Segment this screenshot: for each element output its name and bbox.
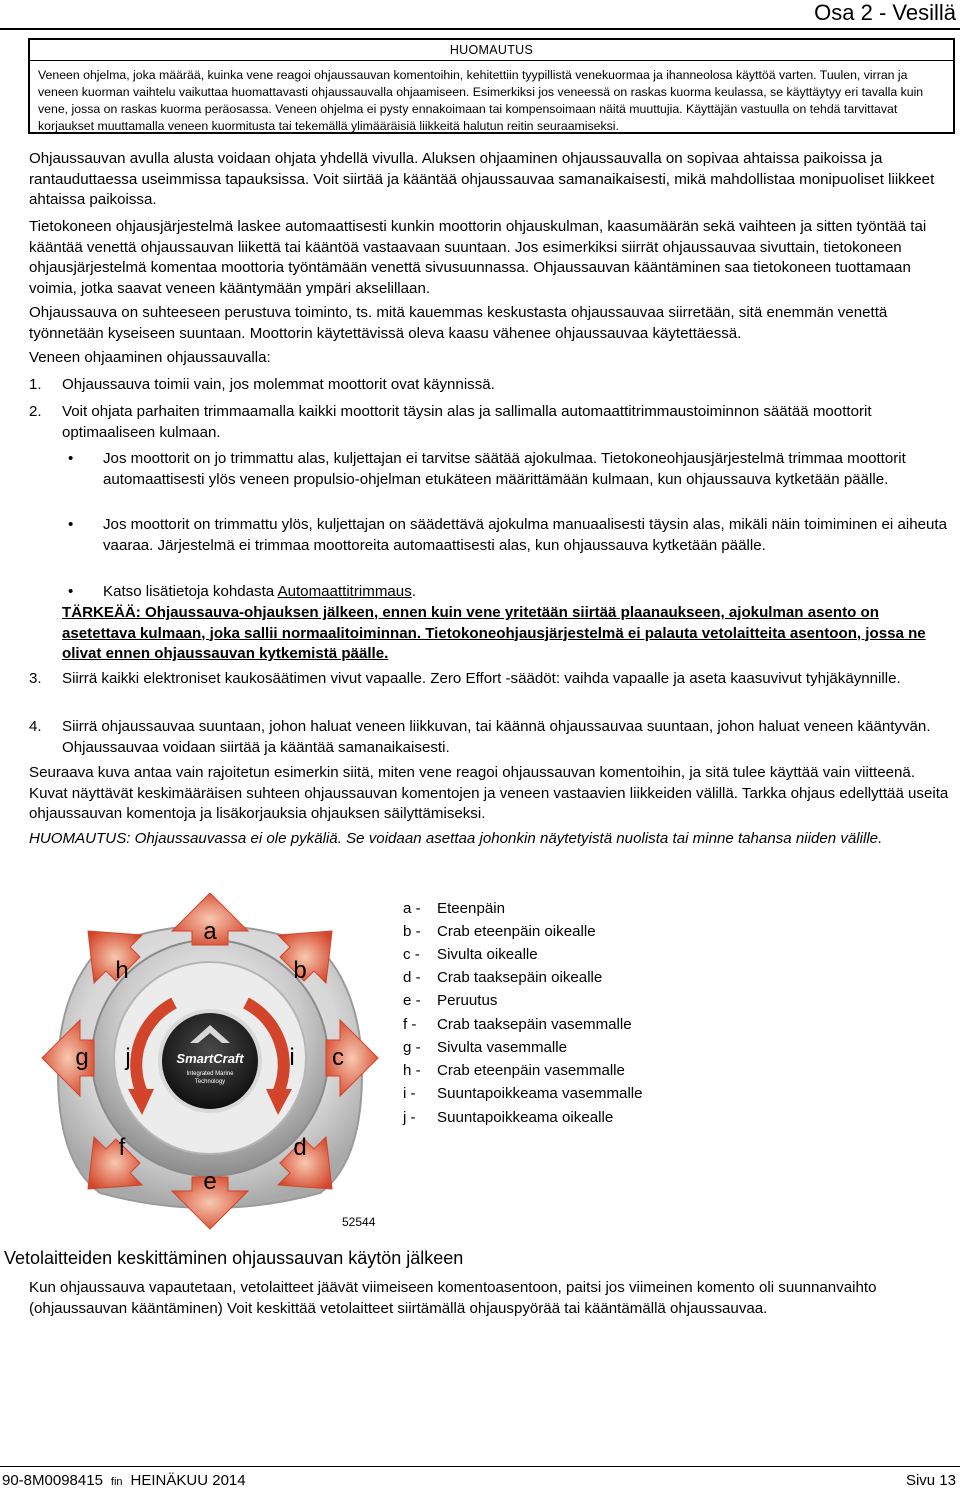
notice-divider — [30, 60, 953, 61]
label-h: h — [115, 957, 129, 984]
footer-left — [2, 1472, 246, 1489]
legend-value: Crab eteenpäin vasemmalle — [437, 1062, 625, 1079]
legend-value: Crab taaksepäin vasemmalle — [437, 1016, 632, 1033]
step-number: 4. — [29, 718, 42, 735]
paragraph-centering: Kun ohjaussauva vapautetaan, vetolaitteet jäävät viimeiseen komentoasentoon, paitsi jos viimeinen komento oli suunnanvaihto (ohjaussauvan kääntäminen) Voit keskittää vetolaitteet siirtämällä ohjauspyörää tai kääntämällä ohjaussauvaa. — [29, 1279, 877, 1317]
legend-value: Sivulta oikealle — [437, 946, 538, 963]
smartcraft-logo-text: SmartCraft — [176, 1051, 244, 1066]
page-number: Sivu 13 — [905, 1472, 956, 1489]
legend-key: d - — [403, 969, 421, 986]
legend-value: Eteenpäin — [437, 900, 505, 917]
step-text: Voit ohjata parhaiten trimmaamalla kaikki moottorit täysin alas ja sallimalla automaattitrimmaustoiminnon säätää moottorit optimaaliseen kulmaan. — [62, 403, 872, 441]
label-g: g — [75, 1044, 89, 1071]
label-b: b — [293, 957, 307, 984]
bullet-glyph: • — [68, 450, 74, 467]
legend-key: b - — [403, 923, 421, 940]
label-i: i — [289, 1044, 295, 1071]
note-label: HUOMAUTUS: — [29, 830, 131, 847]
legend-key: h - — [403, 1062, 421, 1079]
step-text: Ohjaussauva toimii vain, jos molemmat moottorit ovat käynnissä. — [62, 376, 495, 393]
legend-key: f - — [403, 1016, 417, 1033]
publication-date: HEINÄKUU 2014 — [130, 1472, 246, 1489]
paragraph-computer-control: Tietokoneen ohjausjärjestelmä laskee automaattisesti kunkin moottorin ohjauskulman, kaasumäärän sekä vaihteen ja sitten työntää tai kääntää venettä ohjaussauvan liikettä tai kääntöä vastaavaan suuntaan. Jos esimerkiksi siirrät ohjaussauvaa sivuttain, tietokoneen ohjausjärjestelmä komentaa moottoria työntämään venettä sivusuunnassa. Ohjaussauvan kääntäminen saa tietokoneen tuottamaan voimia, jotka saavat veneen kääntymään ympäri akselillaan. — [29, 218, 927, 297]
label-f: f — [118, 1134, 126, 1161]
legend-value: Suuntapoikkeama oikealle — [437, 1109, 614, 1126]
bullet-text: Jos moottorit on jo trimmattu alas, kuljettajan ei tarvitse säätää ajokulmaa. Tietokoneohjausjärjestelmä trimmaa moottorit automaattisesti ylös veneen propulsio-ohjelman etukäteen määrittämään kulmaan, kun ohjaussauva kytketään päälle. — [103, 450, 906, 488]
legend-value: Suuntapoikkeama vasemmalle — [437, 1085, 643, 1102]
bullet-glyph: • — [68, 583, 74, 600]
legend-key: c - — [403, 946, 420, 963]
smartcraft-sub-2: Technology — [194, 1079, 226, 1085]
label-c: c — [332, 1044, 344, 1071]
smartcraft-sub-1: Integrated Marine — [186, 1071, 234, 1077]
automatic-trim-link[interactable]: Automaattitrimmaus — [277, 583, 412, 600]
legend-key: e - — [403, 992, 421, 1009]
bullet-text: Jos moottorit on trimmattu ylös, kuljettajan on säädettävä ajokulma manuaalisesti täysin alas, mikäli näin toimiminen ei aiheuta vaaraa. Järjestelmä ei trimmaa moottoreita automaattisesti alas, kun ohjaussauva kytketään päälle. — [103, 516, 947, 554]
legend-key: a - — [403, 900, 421, 917]
note-paragraph — [29, 829, 954, 850]
legend-key: g - — [403, 1039, 421, 1056]
legend-key: j - — [403, 1109, 416, 1126]
bullet-suffix: . — [411, 583, 416, 600]
header-rule — [0, 28, 960, 30]
document-number: 90-8M0098415 — [2, 1472, 103, 1489]
step-number: 1. — [29, 376, 42, 393]
legend-value: Crab eteenpäin oikealle — [437, 923, 596, 940]
bullet-glyph: • — [68, 516, 74, 533]
step-number: 3. — [29, 670, 42, 687]
note-text: Ohjaussauvassa ei ole pykäliä. Se voidaan asettaa johonkin näytetyistä nuolista tai minne tahansa niiden välille. — [130, 830, 883, 847]
notice-text: Veneen ohjelma, joka määrää, kuinka vene reagoi ohjaussauvan komentoihin, kehitettiin tyypillistä venekuormaa ja ihanneolosa käyttöä varten. Tuulen, virran ja veneen kuorman vaihtelu vaikuttaa huomattavasti ohjaussauvalla ohjaamiseen. Esimerkiksi jos veneessä on raskas kuorma keulassa, se käyttäytyy eri tavalla kuin vene, jossa on raskas kuorma peräosassa. Veneen ohjelma ei pysty ennakoimaan tai kompensoimaan näitä muuttujia. Käyttäjän vastuulla on tehdä tarvittavat korjaukset muuttamalla veneen kuormitusta tai tekemällä ylimääräisiä liikkeitä halutun reitin seuraamiseksi. — [38, 68, 924, 133]
bullet-prefix: Katso lisätietoja kohdasta — [103, 583, 278, 600]
important-notice: TÄRKEÄÄ: Ohjaussauva-ohjauksen jälkeen, ennen kuin vene yritetään siirtää plaanaukseen, ajokulman asento on asetettava kulmaan, joka sallii normaalitoiminnan. Tietokoneohjausjärjestelmä ei palauta vetolaitteita asentoon, jossa ne olivat ennen ohjaussauvan kytkemistä päälle. — [62, 604, 926, 662]
label-d: d — [293, 1134, 307, 1161]
legend-key: i - — [403, 1085, 416, 1102]
legend-value: Crab taaksepäin oikealle — [437, 969, 603, 986]
joystick-diagram — [40, 893, 380, 1233]
label-j: j — [125, 1044, 131, 1071]
bullet-text — [103, 582, 955, 603]
legend-value: Sivulta vasemmalle — [437, 1039, 568, 1056]
figure-number: 52544 — [342, 1215, 376, 1229]
paragraph-figure-intro: Seuraava kuva antaa vain rajoitetun esimerkin siitä, miten vene reagoi ohjaussauvan komentoihin, ja sitä tulee käyttää vain viitteenä. Kuvat näyttävät keskimääräisen suhteen ohjaussauvan komentojen ja veneen vastaavien liikkeiden välillä. Tarkka ohjaus edellyttää useita ohjaussauvan komentoja ja lisäkorjauksia ohjauksen säilyttämiseksi. — [29, 764, 949, 822]
notice-title: HUOMAUTUS — [449, 43, 534, 57]
joystick-figure — [40, 893, 380, 1233]
step-number: 2. — [29, 403, 42, 420]
notice-box — [28, 38, 955, 134]
step-text: Siirrä ohjaussauvaa suuntaan, johon haluat veneen liikkuvan, tai käännä ohjaussauvaa suuntaan, johon haluat veneen kääntyvän. Ohjaussauvaa voidaan siirtää ja kääntää samanaikaisesti. — [62, 718, 931, 756]
section-header: Osa 2 - Vesillä — [814, 0, 956, 25]
section-heading: Vetolaitteiden keskittäminen ohjaussauvan käytön jälkeen — [4, 1248, 464, 1268]
label-a: a — [203, 918, 217, 945]
language-code: fin — [110, 1476, 123, 1488]
step-text: Siirrä kaikki elektroniset kaukosäätimen vivut vapaalle. Zero Effort -säädöt: vaihda vapaalle ja aseta kaasuvivut tyhjäkäynnille. — [62, 670, 901, 687]
label-e: e — [203, 1168, 217, 1195]
footer-rule — [0, 1466, 960, 1467]
paragraph-proportional: Ohjaussauva on suhteeseen perustuva toiminto, ts. mitä kauemmas keskustasta ohjaussauvaa siirretään, sitä enemmän venettä työnnetään kyseiseen suuntaan. Moottorin käytettävissä oleva kaasu vähenee ohjaussauvaa käytettäessä. — [29, 304, 888, 342]
legend-value: Peruutus — [437, 992, 498, 1009]
paragraph-steps-intro: Veneen ohjaaminen ohjaussauvalla: — [29, 349, 271, 366]
paragraph-intro: Ohjaussauvan avulla alusta voidaan ohjata yhdellä vivulla. Aluksen ohjaaminen ohjaussauvalla on sopivaa ahtaissa paikoissa ja rantauduttaessa useimmissa tapauksissa. Voit siirtää ja kääntää ohjaussauvaa samanaikaisesti, mikä mahdollistaa monipuoliset liikkeet ahtaissa paikoissa. — [29, 150, 935, 208]
